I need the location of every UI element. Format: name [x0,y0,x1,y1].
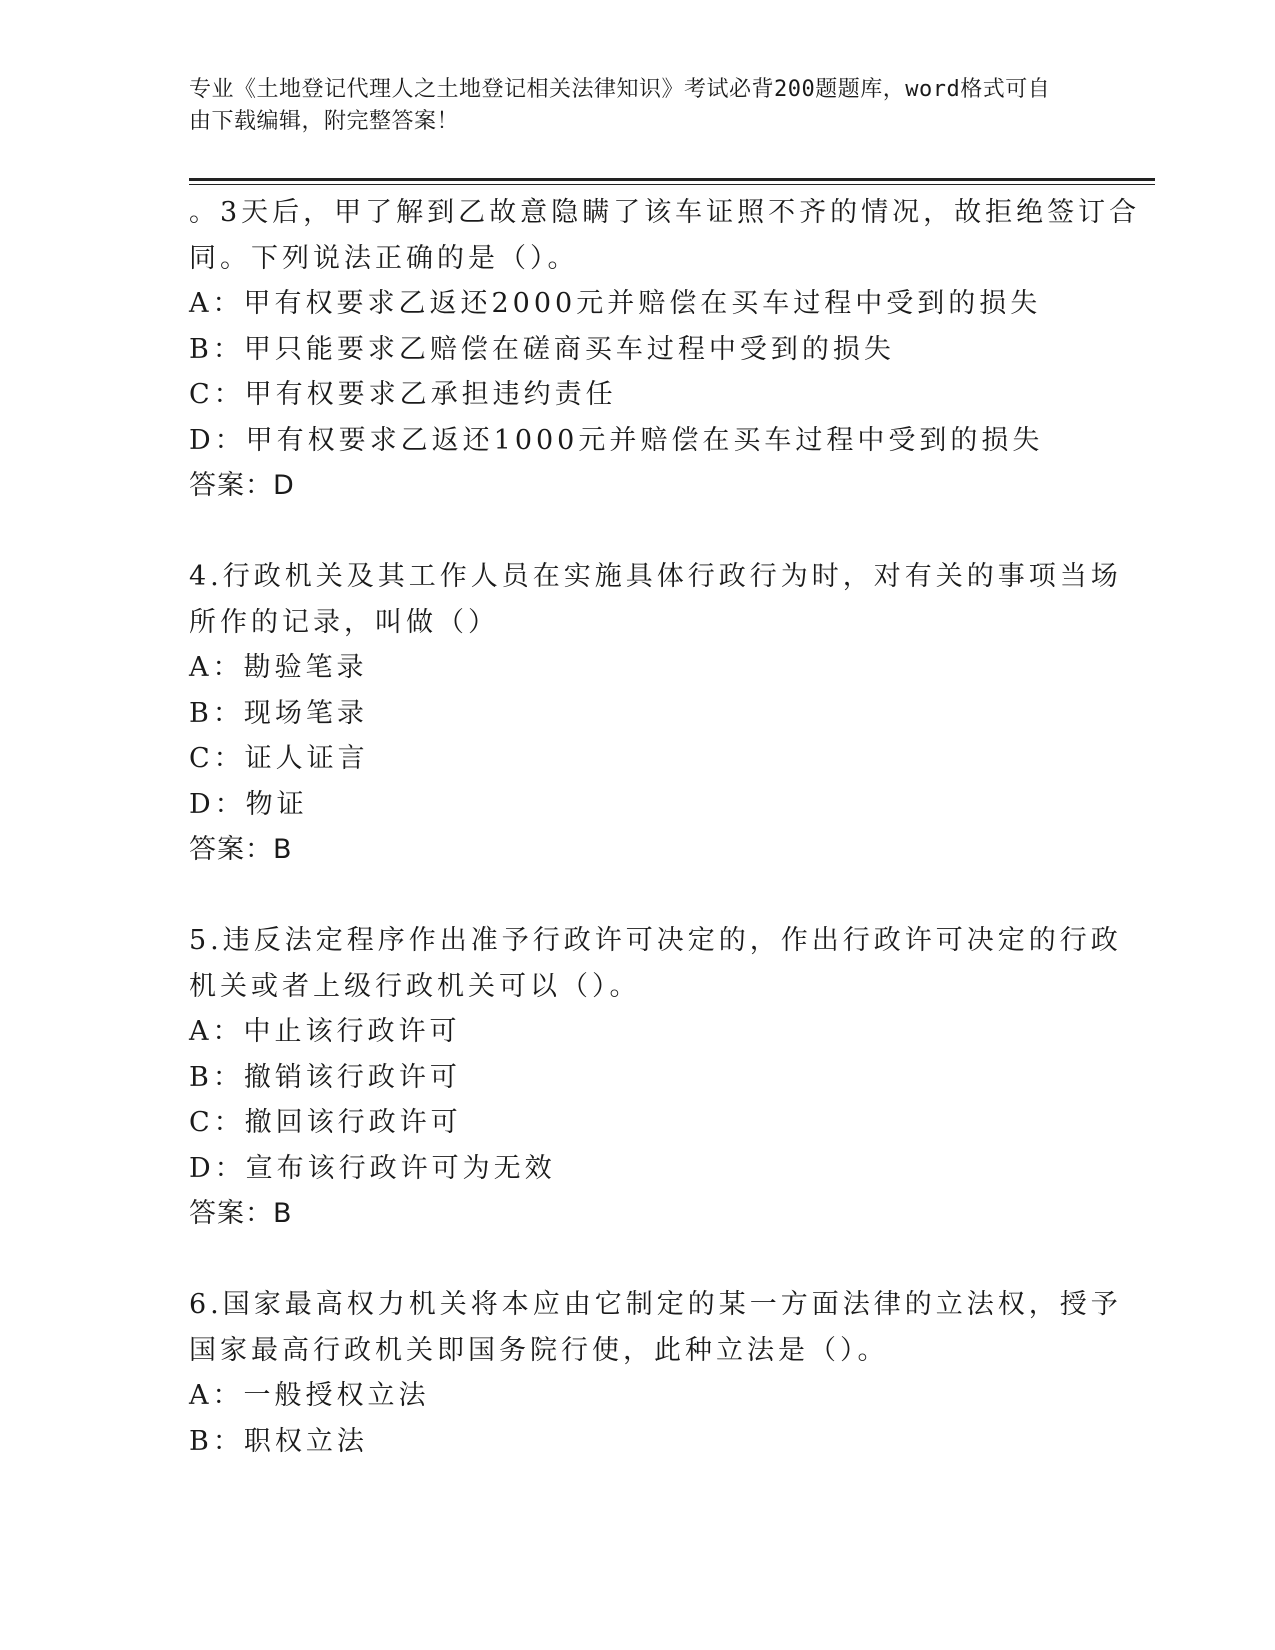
question-3 [189,190,1141,509]
question-5-option-b: B：撤销该行政许可 [189,1061,461,1093]
question-5-stem-line-1: 5.违反法定程序作出准予行政许可决定的，作出行政许可决定的行政 [189,925,1122,956]
question-content [189,190,1141,1464]
question-6-stem-line-1: 6.国家最高权力机关将本应由它制定的某一方面法律的立法权，授予 [189,1289,1122,1320]
header-rule-thick [189,178,1155,181]
spacer [189,1237,1089,1283]
question-5-option-d: D：宣布该行政许可为无效 [189,1152,556,1184]
question-5 [189,918,1122,1237]
question-4-answer: 答案：B [189,834,293,865]
question-4 [189,554,1122,873]
document-header-title: 专业《土地登记代理人之土地登记相关法律知识》考试必背200题题库，word格式可自由下载编辑，附完整答案！ [189,77,1051,134]
question-3-answer: 答案：D [189,470,295,501]
question-4-option-b: B：现场笔录 [189,697,368,729]
header-rule-thin [189,184,1155,185]
question-6-stem-line-2: 国家最高行政机关即国务院行使，此种立法是（）。 [189,1334,889,1366]
question-6-option-b: B：职权立法 [189,1425,368,1457]
question-3-stem-line-1: 。3天后，甲了解到乙故意隐瞒了该车证照不齐的情况，故拒绝签订合 [189,197,1141,228]
question-5-stem-line-2: 机关或者上级行政机关可以（）。 [189,970,641,1002]
question-3-option-b: B：甲只能要求乙赔偿在磋商买车过程中受到的损失 [189,333,895,365]
question-5-option-a: A：中止该行政许可 [189,1016,461,1047]
question-5-option-c: C：撤回该行政许可 [189,1107,462,1138]
question-5-answer: 答案：B [189,1198,293,1229]
question-4-option-c: C：证人证言 [189,743,369,774]
question-4-stem-line-1: 4.行政机关及其工作人员在实施具体行政行为时，对有关的事项当场 [189,561,1122,592]
question-3-option-d: D：甲有权要求乙返还1000元并赔偿在买车过程中受到的损失 [189,424,1044,456]
question-4-option-d: D：物证 [189,788,308,820]
question-3-stem-line-2: 同。下列说法正确的是（）。 [189,242,579,274]
spacer [189,873,1089,919]
spacer [189,509,1089,555]
question-6 [189,1282,1122,1464]
question-3-option-c: C：甲有权要求乙承担违约责任 [189,379,617,410]
question-4-option-a: A：勘验笔录 [189,652,368,683]
question-6-option-a: A：一般授权立法 [189,1380,430,1411]
question-3-option-a: A：甲有权要求乙返还2000元并赔偿在买车过程中受到的损失 [189,288,1042,319]
question-4-stem-line-2: 所作的记录，叫做（） [189,606,499,638]
